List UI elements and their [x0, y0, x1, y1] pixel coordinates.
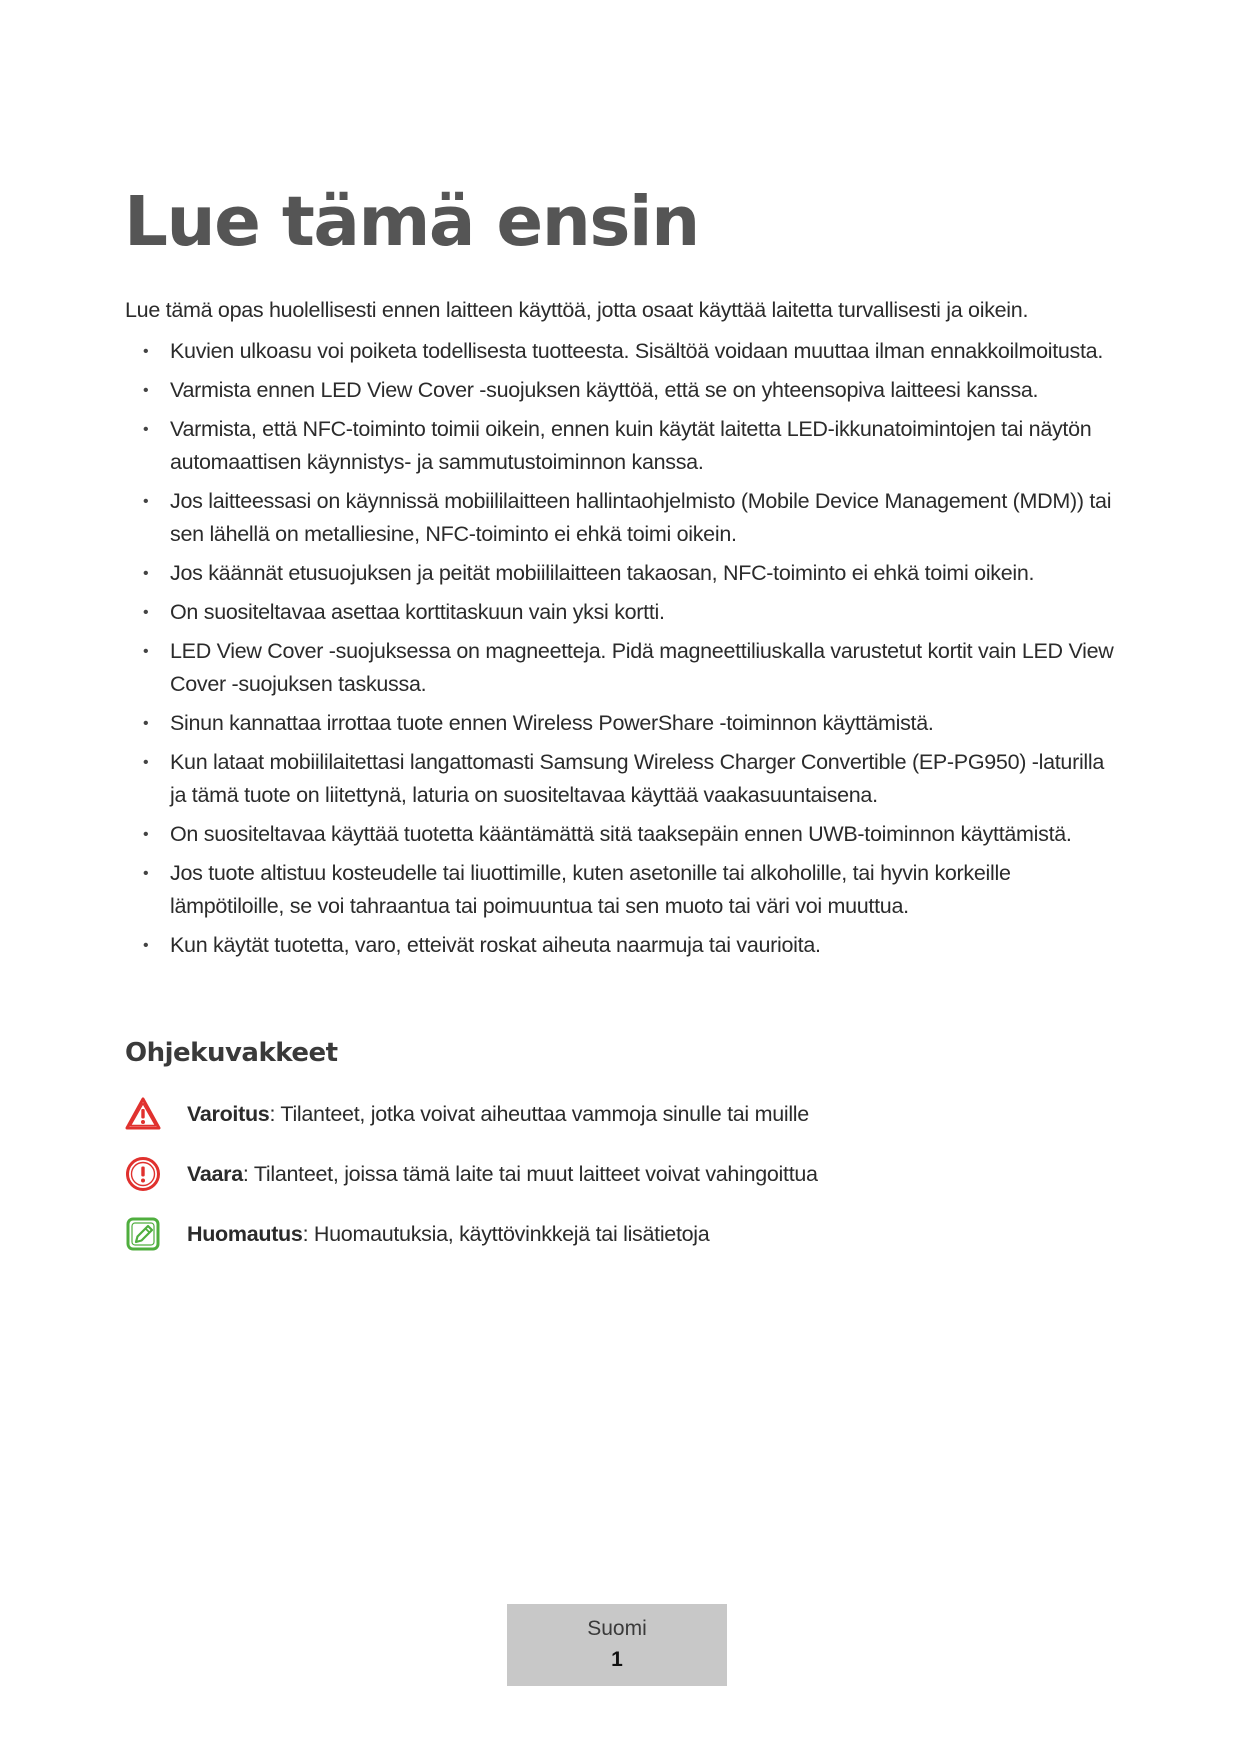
bullet-icon: •	[143, 715, 149, 732]
caution-term: Vaara	[187, 1161, 243, 1186]
bullet-icon: •	[143, 826, 149, 843]
caution-circle-icon	[125, 1156, 161, 1192]
list-item	[125, 374, 1125, 407]
page-number: 1	[611, 1648, 623, 1671]
bullet-icon: •	[143, 565, 149, 582]
list-item	[125, 746, 1125, 812]
list-item-text: Varmista, että NFC-toiminto toimii oikein, ennen kuin käytät laitetta LED-ikkunatoimintojen tai näytön automaattisen käynnistys- ja sammutustoiminnon kanssa.	[170, 417, 1092, 474]
list-item	[125, 596, 1125, 629]
warning-description	[187, 1102, 809, 1127]
list-item-text: Kun lataat mobiililaitettasi langattomasti Samsung Wireless Charger Convertible (EP-PG950) -laturilla ja tämä tuote on liitettynä, laturia on suositeltavaa käyttää vaakasuuntaisena.	[170, 750, 1105, 807]
note-term: Huomautus	[187, 1221, 303, 1246]
bullet-icon: •	[143, 382, 149, 399]
footer-language: Suomi	[587, 1617, 647, 1640]
warning-triangle-icon	[125, 1096, 161, 1132]
list-item-text: Sinun kannattaa irrottaa tuote ennen Wireless PowerShare -toiminnon käyttämistä.	[170, 711, 934, 735]
list-item	[125, 485, 1125, 551]
caution-description	[187, 1162, 818, 1187]
precautions-list	[125, 335, 1125, 968]
page-footer	[507, 1604, 727, 1686]
list-item-text: Jos käännät etusuojuksen ja peität mobiililaitteen takaosan, NFC-toiminto ei ehkä toimi oikein.	[170, 561, 1035, 585]
note-text: Huomautuksia, käyttövinkkejä tai lisätietoja	[308, 1221, 710, 1246]
bullet-icon: •	[143, 865, 149, 882]
bullet-icon: •	[143, 343, 149, 360]
bullet-icon: •	[143, 937, 149, 954]
list-item	[125, 335, 1125, 368]
note-pencil-icon	[125, 1216, 161, 1252]
warning-text: Tilanteet, jotka voivat aiheuttaa vammoja sinulle tai muille	[275, 1101, 809, 1126]
list-item	[125, 413, 1125, 479]
warning-term: Varoitus	[187, 1101, 270, 1126]
list-item-text: Kun käytät tuotetta, varo, etteivät roskat aiheuta naarmuja tai vaurioita.	[170, 933, 821, 957]
note-separator: :	[302, 1221, 309, 1246]
list-item-text: Jos tuote altistuu kosteudelle tai liuottimille, kuten asetonille tai alkoholille, tai hyvin korkeille lämpötiloille, se voi tahraantua tai poimuuntua tai sen muoto tai väri voi muuttua.	[170, 861, 1011, 918]
list-item	[125, 929, 1125, 962]
icon-legend-note	[125, 1214, 1125, 1254]
bullet-icon: •	[143, 643, 149, 660]
list-item-text: Kuvien ulkoasu voi poiketa todellisesta tuotteesta. Sisältöä voidaan muuttaa ilman ennakkoilmoitusta.	[170, 339, 1103, 363]
list-item	[125, 557, 1125, 590]
bullet-icon: •	[143, 421, 149, 438]
list-item-text: Varmista ennen LED View Cover -suojuksen käyttöä, että se on yhteensopiva laitteesi kanssa.	[170, 378, 1039, 402]
bullet-icon: •	[143, 493, 149, 510]
list-item-text: On suositeltavaa asettaa korttitaskuun vain yksi kortti.	[170, 600, 665, 624]
section-heading-icons: Ohjekuvakkeet	[125, 1038, 338, 1068]
list-item-text: LED View Cover -suojuksessa on magneetteja. Pidä magneettiliuskalla varustetut kortit vain LED View Cover -suojuksen taskussa.	[170, 639, 1114, 696]
intro-paragraph: Lue tämä opas huolellisesti ennen laitteen käyttöä, jotta osaat käyttää laitetta turvallisesti ja oikein.	[125, 298, 1029, 322]
icon-legend-caution	[125, 1154, 1125, 1194]
caution-separator: :	[242, 1161, 249, 1186]
icon-legend-warning	[125, 1094, 1125, 1134]
bullet-icon: •	[143, 754, 149, 771]
list-item	[125, 635, 1125, 701]
caution-text: Tilanteet, joissa tämä laite tai muut laitteet voivat vahingoittua	[248, 1161, 818, 1186]
bullet-icon: •	[143, 604, 149, 621]
note-description	[187, 1222, 709, 1247]
warning-separator: :	[269, 1101, 276, 1126]
page-title: Lue tämä ensin	[124, 182, 699, 262]
list-item	[125, 818, 1125, 851]
list-item	[125, 857, 1125, 923]
list-item	[125, 707, 1125, 740]
list-item-text: On suositeltavaa käyttää tuotetta kääntämättä sitä taaksepäin ennen UWB-toiminnon käyttämistä.	[170, 822, 1072, 846]
list-item-text: Jos laitteessasi on käynnissä mobiililaitteen hallintaohjelmisto (Mobile Device Management (MDM)) tai sen lähellä on metalliesine, NFC-toiminto ei ehkä toimi oikein.	[170, 489, 1112, 546]
